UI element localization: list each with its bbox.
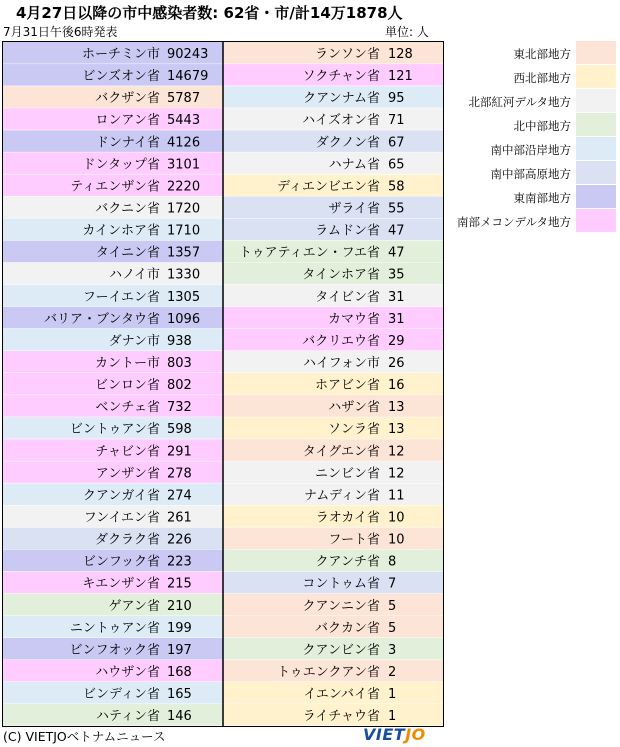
province-name: クアンガイ省 [82,488,160,504]
legend-item [455,161,617,185]
province-name: ロンアン省 [95,113,160,129]
legend-swatch [576,65,616,88]
legend-swatch [576,209,616,232]
table-row [3,42,223,64]
legend-swatch [576,89,616,112]
case-count: 803 [167,355,192,371]
case-count: 47 [388,245,405,261]
province-name: ゲアン省 [108,598,160,614]
table-row [3,704,223,726]
table-row [3,130,223,152]
province-name: ナムディン省 [303,488,380,504]
province-name: ハウザン省 [95,664,160,680]
table-row [3,572,223,594]
province-name: クアンビン省 [302,642,380,658]
province-name: ハイズオン省 [302,113,380,129]
table-row [223,130,443,152]
table-row [223,660,443,682]
table-row [223,373,443,395]
province-name: フーイエン省 [82,289,160,305]
province-name: ビンロン省 [94,378,160,394]
legend-item [455,137,617,161]
province-name: バクカン省 [314,620,380,636]
case-count: 598 [167,422,192,438]
table-row [223,351,443,373]
case-count: 10 [388,532,405,548]
page-title: 4月27日以降の市中感染者数: 62省・市/計14万1878人 [16,4,403,22]
table-row [223,395,443,417]
province-name: ダクノン省 [315,135,380,151]
legend-item [455,209,617,233]
province-name: クアンチ省 [315,554,380,570]
case-count: 146 [167,709,192,725]
table-row [223,616,443,638]
case-count: 5787 [167,91,201,107]
case-table-svg [3,42,443,726]
table-row [3,461,223,483]
case-count: 5443 [167,113,201,129]
province-name: フンイエン省 [83,510,160,526]
case-count: 95 [388,91,405,107]
table-row [3,395,223,417]
table-row [3,373,223,395]
legend-swatch [576,185,616,208]
province-name: ラオカイ省 [315,510,380,526]
case-count: 67 [388,135,405,151]
vietjo-logo [363,725,426,744]
province-name: ティエンザン省 [70,179,160,195]
province-name: ダクラク省 [94,532,160,548]
case-count: 199 [167,620,192,636]
case-count: 55 [388,201,405,217]
province-name: ドンナイ省 [95,135,160,151]
table-row [223,329,443,351]
case-count: 1096 [167,311,201,327]
case-count: 11 [388,488,405,504]
province-name: ダナン市 [108,333,160,349]
table-row [223,682,443,704]
province-name: ビントゥアン省 [69,422,160,438]
province-name: ソクチャン省 [302,69,380,85]
case-count: 16 [388,378,405,394]
unit-label: 単位: 人 [385,25,429,39]
case-count: 4126 [167,135,201,151]
case-table [2,41,444,727]
legend-item [455,185,617,209]
table-row [223,307,443,329]
legend-label: 東北部地方 [513,47,571,61]
legend-label: 北中部地方 [513,119,571,133]
table-row [223,483,443,505]
table-row [223,64,443,86]
table-row [223,42,443,64]
province-name: ドンタップ省 [82,157,160,173]
province-name: ハノイ市 [109,267,160,283]
province-name: チャビン省 [95,444,160,460]
legend-swatch [576,113,616,136]
province-name: イエンバイ省 [303,687,380,703]
table-row [223,638,443,660]
case-count: 210 [167,598,192,614]
table-row [3,174,223,196]
announcement-date: 7月31日午後6時発表 [3,25,118,39]
case-count: 71 [388,113,405,129]
case-count: 274 [167,488,192,504]
province-name: ラムドン省 [315,223,380,239]
province-name: クアンニン省 [302,598,380,614]
province-name: カインホア省 [82,223,160,239]
table-row [223,174,443,196]
province-name: ライチャウ省 [302,709,380,725]
table-row [3,660,223,682]
province-name: ビンズオン省 [82,69,160,85]
case-count: 2220 [167,179,201,195]
province-name: ディエンビエン省 [277,179,380,195]
case-count: 168 [167,664,192,680]
case-count: 938 [167,333,192,349]
case-count: 13 [388,400,405,416]
province-name: ビンフオック省 [69,642,160,658]
legend-label: 西北部地方 [513,71,571,85]
table-row [223,86,443,108]
case-count: 732 [167,400,192,416]
province-name: タインホア省 [302,267,380,283]
table-row [3,307,223,329]
table-row [223,461,443,483]
table-row [223,550,443,572]
case-count: 291 [167,444,192,460]
province-name: タイグエン省 [302,444,380,460]
case-count: 7 [388,576,397,592]
province-name: コントゥム省 [302,576,380,592]
province-name: ベンチェ省 [95,400,160,416]
table-row [3,483,223,505]
table-row [223,594,443,616]
case-count: 165 [167,687,192,703]
province-name: バクリエウ省 [302,333,380,349]
province-name: ハイフォン市 [303,355,380,371]
case-count: 121 [388,69,413,85]
province-name: ハティン省 [96,709,160,725]
case-count: 12 [388,466,405,482]
copyright-footer: (C) VIETJOベトナムニュース [3,729,166,744]
province-name: タイビン省 [315,289,380,305]
table-row [223,241,443,263]
province-name: バリア・ブンタウ省 [44,311,160,327]
province-name: トゥエンクアン省 [277,664,380,680]
table-row [3,285,223,307]
case-count: 29 [388,333,405,349]
case-count: 278 [167,466,192,482]
table-row [223,285,443,307]
table-row [223,152,443,174]
logo-text-main: VIET [363,725,406,744]
legend-item [455,65,617,89]
table-row [223,263,443,285]
case-count: 226 [167,532,192,548]
table-row [3,64,223,86]
table-row [3,196,223,218]
province-name: ザライ省 [328,201,380,217]
table-row [3,594,223,616]
table-row [3,417,223,439]
case-count: 14679 [167,69,209,85]
case-count: 2 [388,664,397,680]
case-count: 12 [388,444,405,460]
case-count: 35 [388,267,405,283]
table-row [3,616,223,638]
table-row [3,682,223,704]
province-name: ランソン省 [314,47,380,62]
table-row [3,108,223,130]
legend-swatch [576,137,616,160]
legend-label: 南中部沿岸地方 [490,143,571,157]
table-row [223,528,443,550]
province-name: カントー市 [94,355,160,371]
province-name: ハナム省 [328,157,380,173]
legend-swatch [576,161,616,184]
table-row [3,263,223,285]
case-count: 10 [388,510,405,526]
province-name: バクニン省 [95,201,160,217]
province-name: ニントゥアン省 [69,620,160,636]
table-row [3,86,223,108]
case-count: 47 [388,223,405,239]
province-name: ソンラ省 [327,422,380,438]
table-row [223,505,443,527]
table-row [3,638,223,660]
table-row [3,528,223,550]
case-count: 1330 [167,267,201,283]
province-name: アンザン省 [95,466,160,482]
table-row [223,417,443,439]
province-name: クアンナム省 [303,91,380,107]
province-name: ビンフック省 [82,554,160,570]
table-row [3,241,223,263]
case-count: 65 [388,157,405,173]
table-row [223,572,443,594]
case-count: 223 [167,554,192,570]
case-count: 58 [388,179,405,195]
table-row [3,505,223,527]
legend-label: 東南部地方 [513,191,571,205]
table-row [223,439,443,461]
province-name: ホーチミン市 [81,47,160,62]
table-row [3,550,223,572]
case-count: 261 [167,510,192,526]
province-name: キエンザン省 [82,576,160,592]
province-name: ニンビン省 [314,466,380,482]
case-count: 1 [388,687,397,703]
legend-swatch [576,41,616,64]
case-count: 802 [167,378,192,394]
case-count: 3101 [167,157,201,173]
logo-text-accent: JO [405,725,426,744]
province-name: バクザン省 [95,91,160,107]
case-count: 26 [388,355,405,371]
table-row [223,704,443,726]
province-name: タイニン省 [95,245,160,261]
province-name: ビンディン省 [83,687,160,703]
province-name: フート省 [328,532,380,548]
legend-label: 南部メコンデルタ地方 [457,215,571,229]
table-row [223,108,443,130]
case-count: 215 [167,576,192,592]
legend-item [455,89,617,113]
table-row [3,152,223,174]
case-count: 1710 [167,223,201,239]
case-count: 13 [388,422,405,438]
case-count: 1720 [167,201,201,217]
case-count: 128 [388,47,413,62]
case-count: 5 [388,620,397,636]
table-row [223,196,443,218]
case-count: 1305 [167,289,201,305]
table-row [223,219,443,241]
case-count: 90243 [167,47,209,62]
province-name: カマウ省 [327,311,380,327]
table-row [3,219,223,241]
case-count: 1 [388,709,397,725]
province-name: トゥアティエン・フエ省 [239,245,380,261]
legend-item [455,113,617,137]
region-legend [455,41,617,233]
table-row [3,329,223,351]
case-count: 5 [388,598,397,614]
province-name: ホアビン省 [314,378,380,394]
table-row [3,351,223,373]
case-count: 1357 [167,245,201,261]
case-count: 8 [388,554,397,570]
legend-label: 北部紅河デルタ地方 [468,95,571,109]
table-row [3,439,223,461]
legend-label: 南中部高原地方 [490,167,571,181]
case-count: 197 [167,642,192,658]
province-name: ハザン省 [328,400,380,416]
legend-item [455,41,617,65]
case-count: 31 [388,289,405,305]
case-count: 31 [388,311,405,327]
case-count: 3 [388,642,397,658]
